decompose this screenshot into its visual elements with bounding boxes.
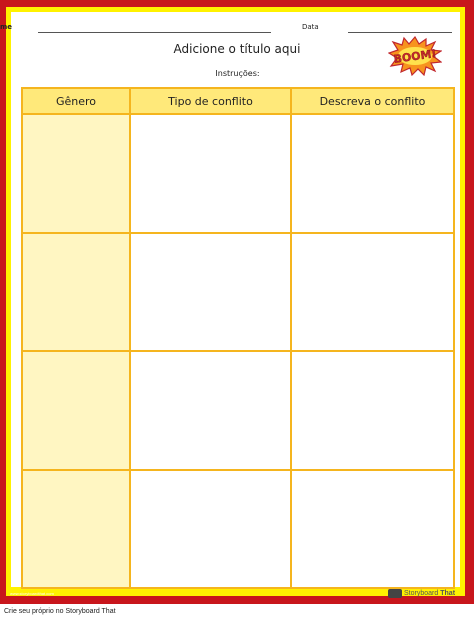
- conflict-type-cell[interactable]: [130, 470, 291, 589]
- worksheet-title: Adicione o título aqui: [173, 42, 301, 56]
- name-line: [38, 32, 271, 33]
- boom-text: BOOM!: [392, 47, 438, 66]
- genre-cell[interactable]: [22, 233, 130, 352]
- storyboardthat-logo: [388, 588, 455, 599]
- table-row: [22, 470, 454, 589]
- genre-cell[interactable]: [22, 351, 130, 470]
- instructions-label: Instruções:: [215, 69, 260, 78]
- conflict-table: [21, 87, 455, 589]
- storyboard-logo-icon: [388, 589, 402, 598]
- table-header-row: [22, 88, 454, 114]
- conflict-type-cell[interactable]: [130, 233, 291, 352]
- describe-conflict-cell[interactable]: [291, 470, 454, 589]
- genre-cell[interactable]: [22, 114, 130, 233]
- date-line: [348, 32, 452, 33]
- column-header-describe-conflict: Descreva o conflito: [291, 88, 454, 114]
- conflict-type-cell[interactable]: [130, 351, 291, 470]
- name-label: me: [0, 23, 13, 31]
- conflict-type-cell[interactable]: [130, 114, 291, 233]
- footer-url: www.storyboardthat.com: [10, 591, 54, 596]
- logo-text-that: That: [440, 590, 456, 597]
- describe-conflict-cell[interactable]: [291, 351, 454, 470]
- describe-conflict-cell[interactable]: [291, 114, 454, 233]
- logo-text-storyboard: Storyboard: [404, 590, 439, 597]
- table-row: [22, 351, 454, 470]
- table-row: [22, 114, 454, 233]
- credit-link[interactable]: Crie seu próprio no Storyboard That: [4, 608, 116, 615]
- table-row: [22, 233, 454, 352]
- genre-cell[interactable]: [22, 470, 130, 589]
- boom-comic-icon: [388, 36, 442, 76]
- describe-conflict-cell[interactable]: [291, 233, 454, 352]
- column-header-genre: Gênero: [22, 88, 130, 114]
- column-header-conflict-type: Tipo de conflito: [130, 88, 291, 114]
- date-label: Data: [302, 23, 319, 31]
